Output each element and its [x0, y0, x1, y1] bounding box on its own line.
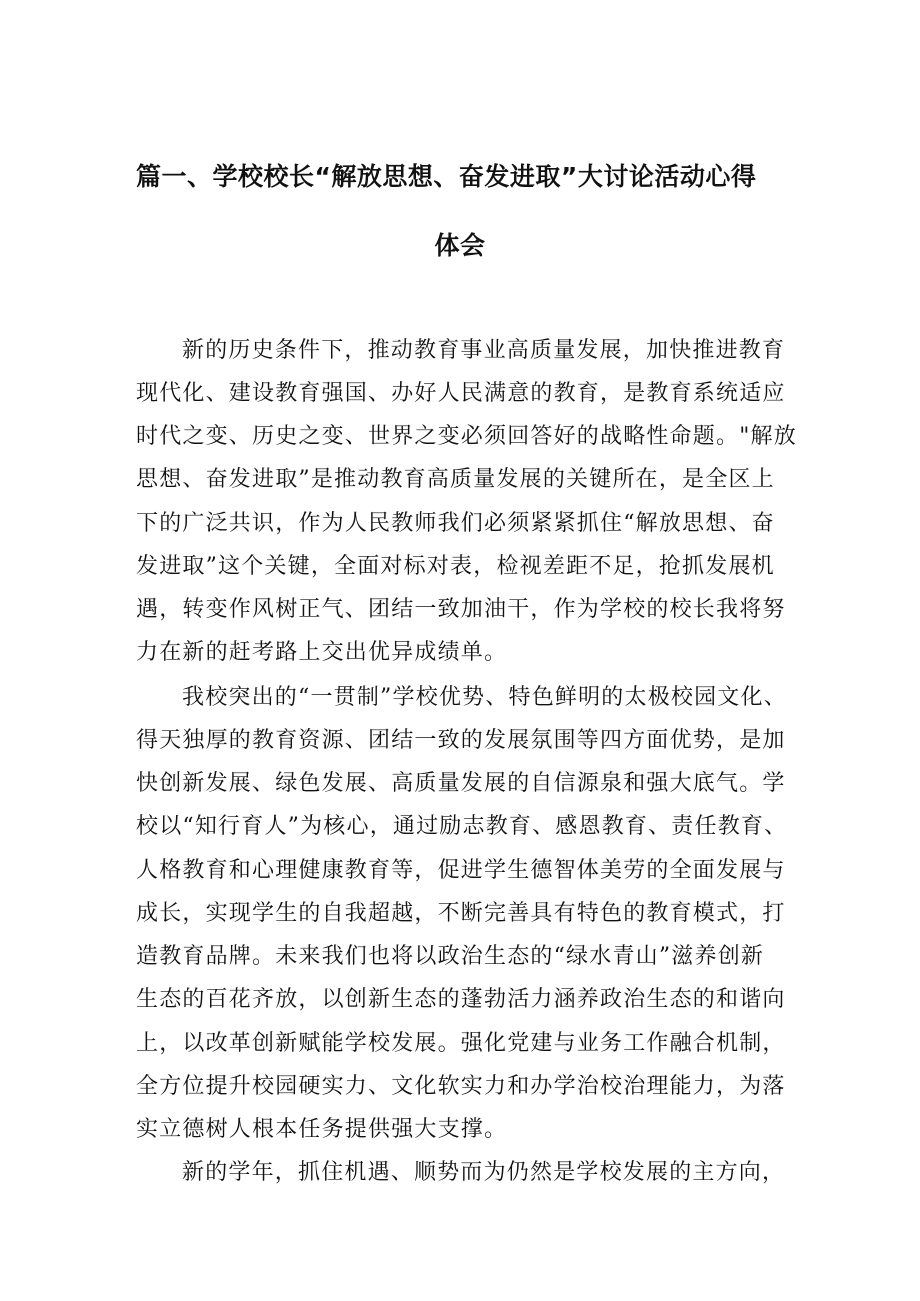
text-line: 下的广泛共识，作为人民教师我们必须紧紧抓住“解放思想、奋: [136, 511, 775, 536]
text-line: 得天独厚的教育资源、团结一致的发展氛围等四方面优势，是加: [136, 728, 786, 753]
text-line: 快创新发展、绿色发展、高质量发展的自信源泉和强大底气。学: [136, 771, 786, 796]
text-line: 实立德树人根本任务提供强大支撑。: [136, 1117, 508, 1142]
text-line: 力在新的赶考路上交出优异成绩单。: [136, 640, 508, 665]
text-line: 新的学年，抓住机遇、顺势而为仍然是学校发展的主方向，: [182, 1160, 786, 1185]
text-line: 思想、奋发进取”是推动教育高质量发展的关键所在，是全区上: [136, 467, 775, 492]
document-title-line-1: 篇一、学校校长“解放思想、奋发进取”大讨论活动心得: [136, 162, 757, 191]
document-title-line-2: 体会: [434, 231, 486, 260]
text-line: 造教育品牌。未来我们也将以政治生态的“绿水青山”滋养创新: [136, 944, 765, 969]
text-line: 我校突出的“一贯制”学校优势、特色鲜明的太极校园文化、: [182, 685, 787, 710]
text-line: 成长，实现学生的自我超越，不断完善具有特色的教育模式，打: [136, 901, 786, 926]
text-line: 上，以改革创新赋能学校发展。强化党建与业务工作融合机制，: [136, 1031, 786, 1056]
text-line: 时代之变、历史之变、世界之变必须回答好的战略性命题。"解放: [136, 424, 797, 449]
text-line: 生态的百花齐放，以创新生态的蓬勃活力涵养政治生态的和谐向: [136, 987, 786, 1012]
text-line: 发进取”这个关键，全面对标对表，检视差距不足，抢抓发展机: [136, 554, 775, 579]
text-line: 新的历史条件下，推动教育事业高质量发展，加快推进教育: [182, 338, 786, 363]
text-line: 现代化、建设教育强国、办好人民满意的教育，是教育系统适应: [136, 381, 786, 406]
text-line: 遇，转变作风树正气、团结一致加油干，作为学校的校长我将努: [136, 597, 786, 622]
text-line: 全方位提升校园硬实力、文化软实力和办学治校治理能力，为落: [136, 1074, 786, 1099]
text-line: 校以“知行育人”为核心，通过励志教育、感恩教育、责任教育、: [136, 814, 788, 839]
text-line: 人格教育和心理健康教育等，促进学生德智体美劳的全面发展与: [136, 858, 786, 883]
